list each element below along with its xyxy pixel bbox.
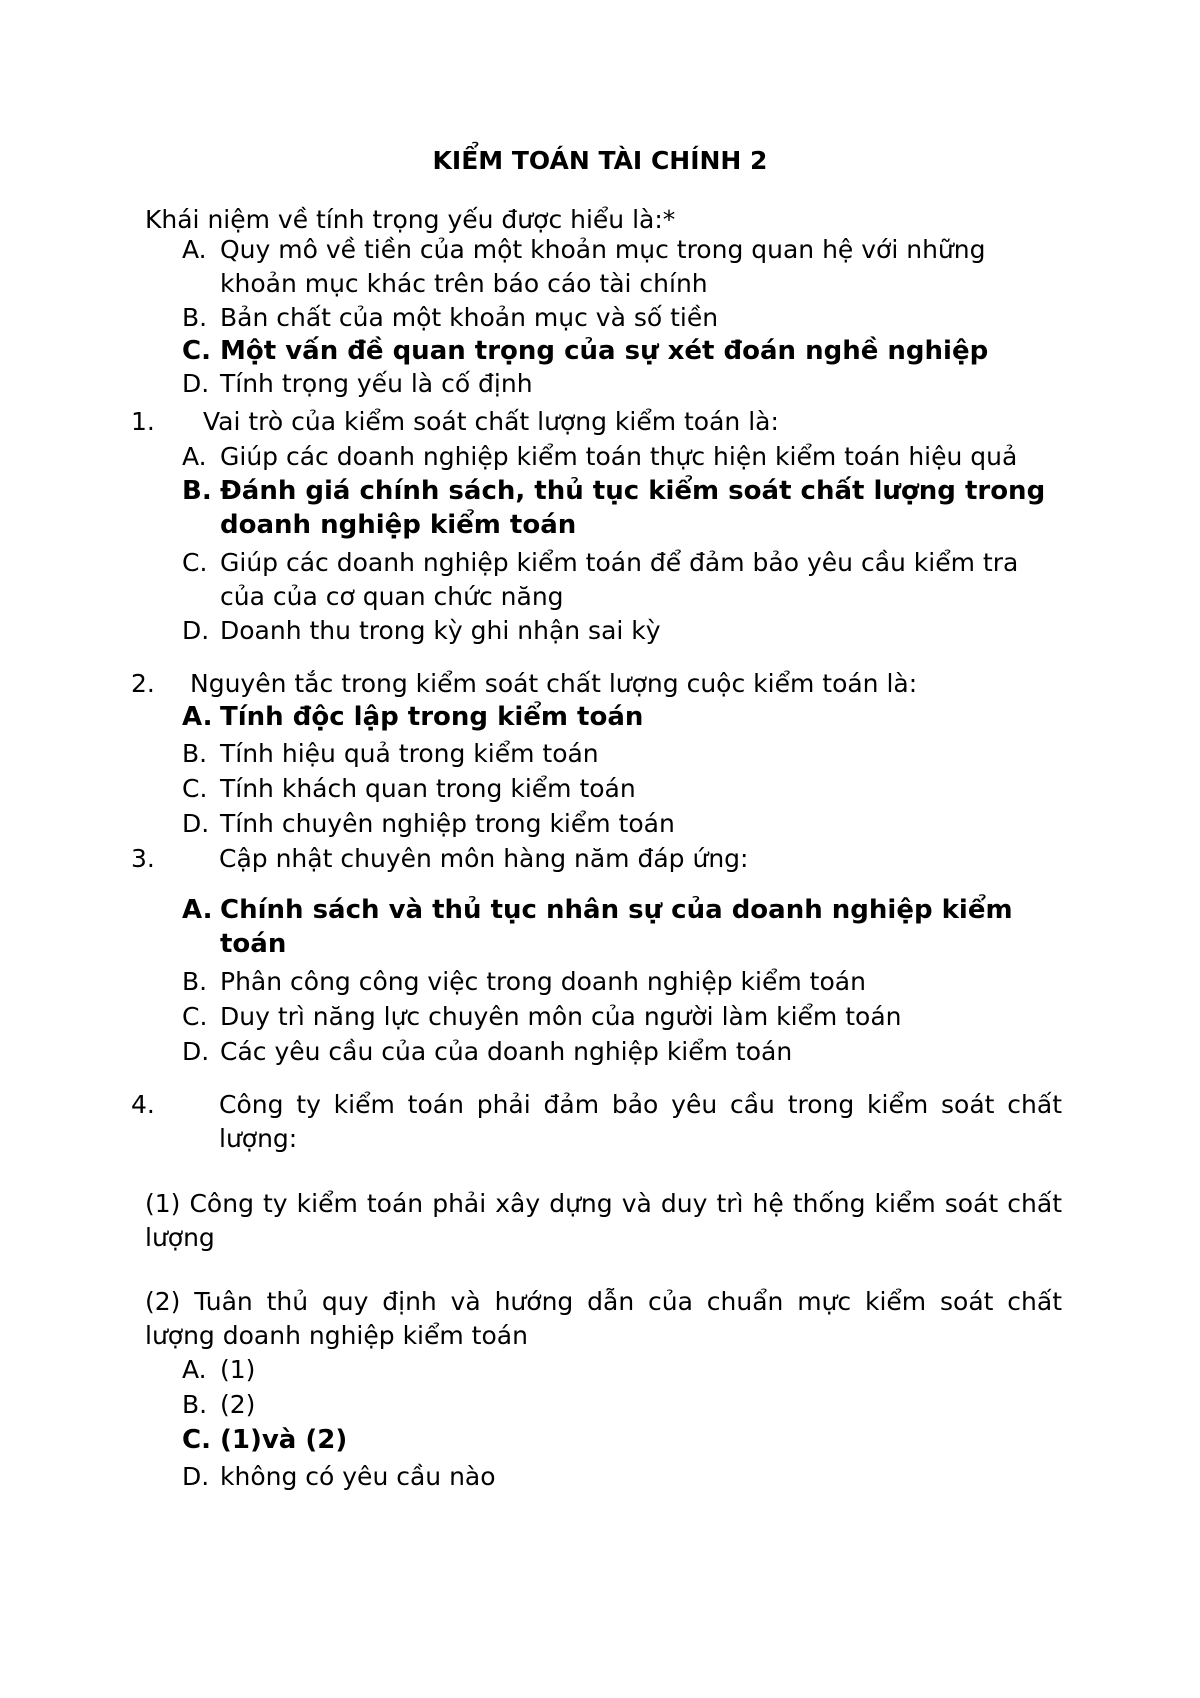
option-text: Tính khách quan trong kiểm toán <box>220 774 636 803</box>
option-letter: C. <box>182 336 211 366</box>
question-1-number: 1. <box>131 407 155 436</box>
question-4-statement-1: (1) Công ty kiểm toán phải xây dựng và duy trì hệ thống kiểm soát chất lượng <box>145 1189 1062 1252</box>
option-letter: D. <box>182 1462 210 1491</box>
question-4-option-d <box>182 1460 1062 1494</box>
option-letter: C. <box>182 1425 211 1455</box>
question-2-option-b <box>182 737 1062 771</box>
question-0-option-a <box>182 233 1062 301</box>
question-0-stem: Khái niệm về tính trọng yếu được hiểu là:* <box>145 205 676 234</box>
option-letter: B. <box>182 967 208 996</box>
option-letter: B. <box>182 1390 208 1419</box>
question-2-option-c <box>182 772 1062 806</box>
question-3-option-c <box>182 1000 1062 1034</box>
option-text: Quy mô về tiền của một khoản mục trong quan hệ với những khoản mục khác trên báo cáo tài chính <box>220 235 986 298</box>
question-3-number: 3. <box>131 844 155 873</box>
option-text: Tính hiệu quả trong kiểm toán <box>220 739 599 768</box>
question-0-option-b <box>182 301 1062 335</box>
question-2-option-a-correct <box>182 700 1062 734</box>
option-letter: A. <box>182 895 213 925</box>
option-letter: A. <box>182 1355 207 1384</box>
question-3-stem: Cập nhật chuyên môn hàng năm đáp ứng: <box>219 844 749 873</box>
option-text: Duy trì năng lực chuyên môn của người làm kiểm toán <box>220 1002 902 1031</box>
question-4-stem: Công ty kiểm toán phải đảm bảo yêu cầu trong kiểm soát chất lượng: <box>219 1090 1062 1153</box>
option-text: (1)và (2) <box>220 1425 348 1455</box>
option-text: Tính trọng yếu là cố định <box>220 369 533 398</box>
option-text: Giúp các doanh nghiệp kiểm toán để đảm bảo yêu cầu kiểm tra của của cơ quan chức năng <box>220 548 1019 611</box>
option-text: không có yêu cầu nào <box>220 1462 496 1491</box>
option-text: (2) <box>220 1390 256 1419</box>
option-letter: A. <box>182 235 207 264</box>
document-title: KIỂM TOÁN TÀI CHÍNH 2 <box>432 146 768 175</box>
option-text: Các yêu cầu của của doanh nghiệp kiểm toán <box>220 1037 793 1066</box>
question-2-stem: Nguyên tắc trong kiểm soát chất lượng cuộc kiểm toán là: <box>190 669 918 698</box>
option-letter: B. <box>182 303 208 332</box>
question-2-number: 2. <box>131 669 155 698</box>
question-1-option-d <box>182 614 1062 648</box>
question-4-option-c-correct <box>182 1423 1062 1457</box>
option-text: Giúp các doanh nghiệp kiểm toán thực hiện kiểm toán hiệu quả <box>220 442 1018 471</box>
question-1-option-c <box>182 546 1062 614</box>
option-letter: D. <box>182 1037 210 1066</box>
option-text: Một vấn đề quan trọng của sự xét đoán nghề nghiệp <box>220 336 989 366</box>
question-0-option-d <box>182 367 1062 401</box>
option-letter: B. <box>182 476 212 506</box>
option-letter: D. <box>182 809 210 838</box>
option-text: Tính độc lập trong kiểm toán <box>220 702 644 732</box>
option-letter: C. <box>182 1002 208 1031</box>
question-4-option-a <box>182 1353 1062 1387</box>
question-1-option-b-correct <box>182 474 1062 542</box>
option-letter: C. <box>182 774 208 803</box>
option-letter: A. <box>182 442 207 471</box>
option-text: Doanh thu trong kỳ ghi nhận sai kỳ <box>220 616 661 645</box>
question-4-statement-2: (2) Tuân thủ quy định và hướng dẫn của chuẩn mực kiểm soát chất lượng doanh nghiệp kiểm toán <box>145 1287 1062 1350</box>
question-4-number: 4. <box>131 1090 155 1119</box>
question-4-option-b <box>182 1388 1062 1422</box>
option-text: Phân công công việc trong doanh nghiệp kiểm toán <box>220 967 866 996</box>
question-3-option-a-correct <box>182 893 1062 961</box>
option-letter: C. <box>182 548 208 577</box>
question-2-option-d <box>182 807 1062 841</box>
question-1-stem: Vai trò của kiểm soát chất lượng kiểm toán là: <box>203 407 779 436</box>
question-3-option-b <box>182 965 1062 999</box>
option-text: Tính chuyên nghiệp trong kiểm toán <box>220 809 675 838</box>
option-letter: D. <box>182 616 210 645</box>
question-0-option-c-correct <box>182 334 1062 368</box>
option-text: Đánh giá chính sách, thủ tục kiểm soát chất lượng trong doanh nghiệp kiểm toán <box>220 476 1046 540</box>
option-letter: B. <box>182 739 208 768</box>
option-letter: D. <box>182 369 210 398</box>
option-text: Bản chất của một khoản mục và số tiền <box>220 303 719 332</box>
option-letter: A. <box>182 702 213 732</box>
option-text: (1) <box>220 1355 256 1384</box>
question-3-option-d <box>182 1035 1062 1069</box>
question-1-option-a <box>182 440 1062 474</box>
option-text: Chính sách và thủ tục nhân sự của doanh nghiệp kiểm toán <box>220 895 1013 959</box>
